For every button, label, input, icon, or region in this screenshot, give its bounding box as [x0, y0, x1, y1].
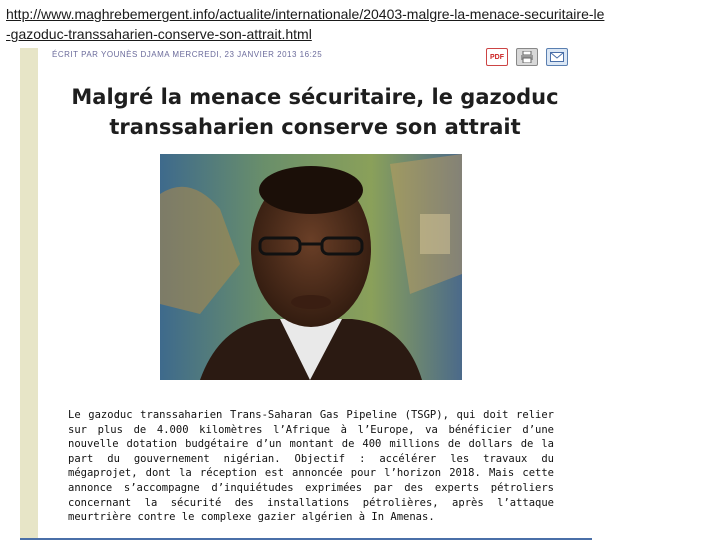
pdf-icon[interactable]	[486, 48, 508, 66]
url-link[interactable]: http://www.maghrebemergent.info/actualite/internationale/20403-malgre-la-menace-securitaire-le-gazoduc-transsaharien-conserve-son-attrait.html	[6, 6, 605, 42]
pdf-icon-label: PDF	[490, 53, 504, 61]
portrait-illustration	[160, 154, 462, 380]
left-sidebar-strip	[20, 48, 38, 540]
email-icon[interactable]	[546, 48, 568, 66]
article-title: Malgré la menace sécuritaire, le gazoduc transsaharien conserve son attrait	[71, 85, 559, 139]
envelope-glyph	[550, 52, 564, 62]
article-content	[38, 48, 592, 540]
article-screenshot	[20, 48, 592, 540]
article-meta: ÉCRIT PAR YOUNÈS DJAMA MERCREDI, 23 JANVIER 2013 16:25	[52, 50, 323, 59]
printer-glyph	[520, 51, 534, 63]
article-body: Le gazoduc transsaharien Trans-Saharan Gas Pipeline (TSGP), qui doit relier sur plus de 4.000 kilomètres l’Afrique à l’Europe, va bénéficier d’une nouvelle dotation budgétaire d’un montant de 400 millions de dollars de la part du gouvernement nigérian. Objectif : accélérer les travaux du mégaprojet, dont la réception est annoncée pour l’horizon 2018. Mais cette annonce s’accompagne d’inquiétudes exprimées par des experts pétroliers concernant la sécurité des installations pétrolières, après l’attaque meurtrière contre le complexe gazier algérien à In Amenas.	[68, 409, 554, 524]
article-toolbar	[486, 48, 568, 66]
article-photo	[160, 154, 462, 380]
print-icon[interactable]	[516, 48, 538, 66]
